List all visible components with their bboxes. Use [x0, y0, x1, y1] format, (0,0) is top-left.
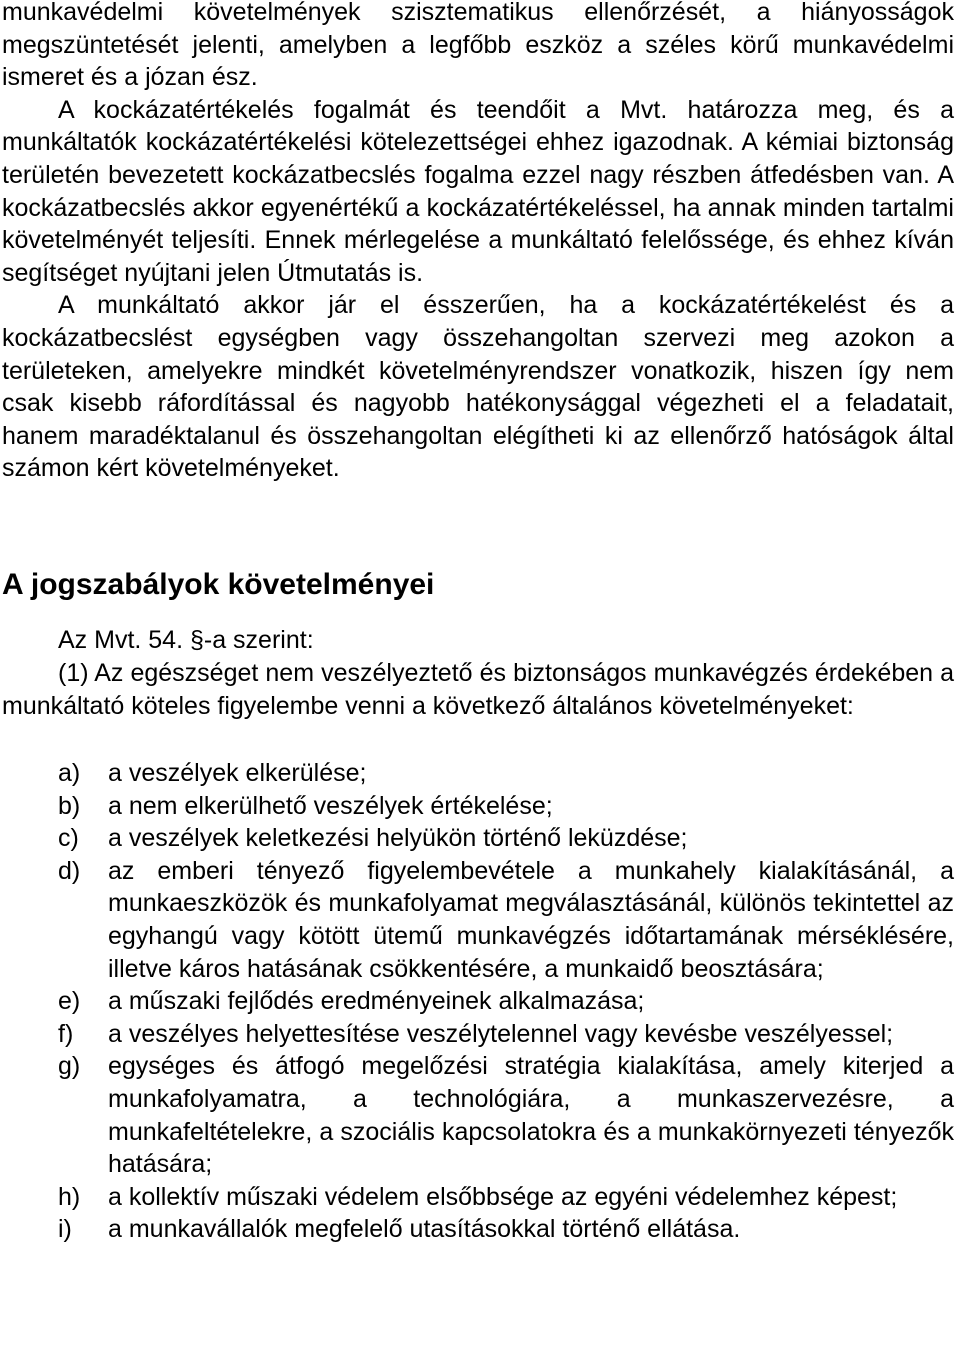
list-item-text: a veszélyes helyettesítése veszélytelennel vagy kevésbe veszélyessel;: [108, 1019, 894, 1048]
list-item-letter: h): [58, 1182, 81, 1211]
paragraph-continuation: munkavédelmi követelmények szisztematikus ellenőrzését, a hiányosságok megszüntetését jelenti, amelyben a legfőbb eszköz a széles körű munkavédelmi ismeret és a józan ész.: [2, 0, 954, 92]
list-item-letter: e): [58, 987, 81, 1016]
paragraph-risk-assessment-text: A kockázatértékelés fogalmát és teendőit a Mvt. határozza meg, és a munkáltatók kockázatértékelési kötelezettségei ehhez igazodnak. A kémiai biztonság területén bevezetett kockázatbecslés fogalma ezzel nagy részben átfedésben van. A kockázatbecslés akkor egyenértékű a kockázatértékeléssel, ha annak minden tartalmi követelményét teljesíti. Ennek mérlegelése a munkáltató felelőssége, és ehhez kíván segítséget nyújtani jelen Útmutatás is.: [2, 95, 954, 287]
list-item-text: a munkavállalók megfelelő utasításokkal történő ellátása.: [108, 1215, 741, 1244]
list-item-letter: g): [58, 1052, 81, 1081]
intro-text-block: [2, 0, 954, 485]
list-item-letter: a): [58, 759, 81, 787]
list-item-text: a veszélyek keletkezési helyükön történő leküzdése;: [108, 824, 688, 853]
list-item: [0, 855, 954, 985]
list-item-letter: i): [58, 1215, 72, 1244]
requirements-list: [0, 757, 960, 1246]
law-reference: Az Mvt. 54. §-a szerint:: [58, 626, 314, 654]
list-item-text: egységes és átfogó megelőzési stratégia kialakítása, amely kiterjed a munkafolyamatra, a technológiára, a munkaszervezésre, a munkafeltételekre, a szociális kapcsolatokra és a munkakörnyezeti tényezők hatására;: [108, 1052, 954, 1179]
list-item: [0, 985, 954, 1018]
list-item: [0, 1213, 954, 1246]
law-paragraph-text: (1) Az egészséget nem veszélyeztető és biztonságos munkavégzés érdekében a munkáltató köteles figyelembe venni a következő általános követelményeket:: [2, 659, 954, 720]
list-item: [0, 1018, 954, 1051]
list-item: [0, 1181, 954, 1214]
law-paragraph: [2, 657, 954, 722]
list-item: [0, 822, 954, 855]
list-item: [0, 1050, 954, 1180]
list-item-letter: d): [58, 856, 81, 885]
list-item-letter: c): [58, 824, 79, 853]
section-heading: A jogszabályok követelményei: [2, 568, 435, 601]
list-item-text: a kollektív műszaki védelem elsőbbsége az egyéni védelemhez képest;: [108, 1182, 898, 1211]
paragraph-employer-text: A munkáltató akkor jár el ésszerűen, ha a kockázatértékelést és a kockázatbecslést egységben vagy összehangoltan szervezi meg azokon a területeken, amelyekre mindkét követelményrendszer vonatkozik, hiszen így nem csak kisebb ráfordítással és nagyobb hatékonysággal végezheti el a feladatait, hanem maradéktalanul és összehangoltan elégítheti ki az ellenőrző hatóságok által számon kért követelményeket.: [2, 291, 954, 483]
list-item: [0, 757, 954, 790]
list-item-letter: b): [58, 791, 81, 820]
list-item-letter: f): [58, 1019, 74, 1048]
paragraph-employer: [2, 289, 954, 485]
list-item-text: az emberi tényező figyelembevétele a munkahely kialakításánál, a munkaeszközök és munkafolyamat megválasztásánál, különös tekintettel az egyhangú vagy kötött ütemű munkavégzés időtartamának mérséklésére, illetve káros hatásának csökkentésére, a munkaidő beosztására;: [108, 856, 954, 983]
list-item-text: a nem elkerülhető veszélyek értékelése;: [108, 791, 553, 820]
paragraph-risk-assessment: [2, 94, 954, 290]
list-item-text: a veszélyek elkerülése;: [108, 759, 367, 787]
list-item: [0, 790, 954, 823]
list-item-text: a műszaki fejlődés eredményeinek alkalmazása;: [108, 987, 645, 1016]
